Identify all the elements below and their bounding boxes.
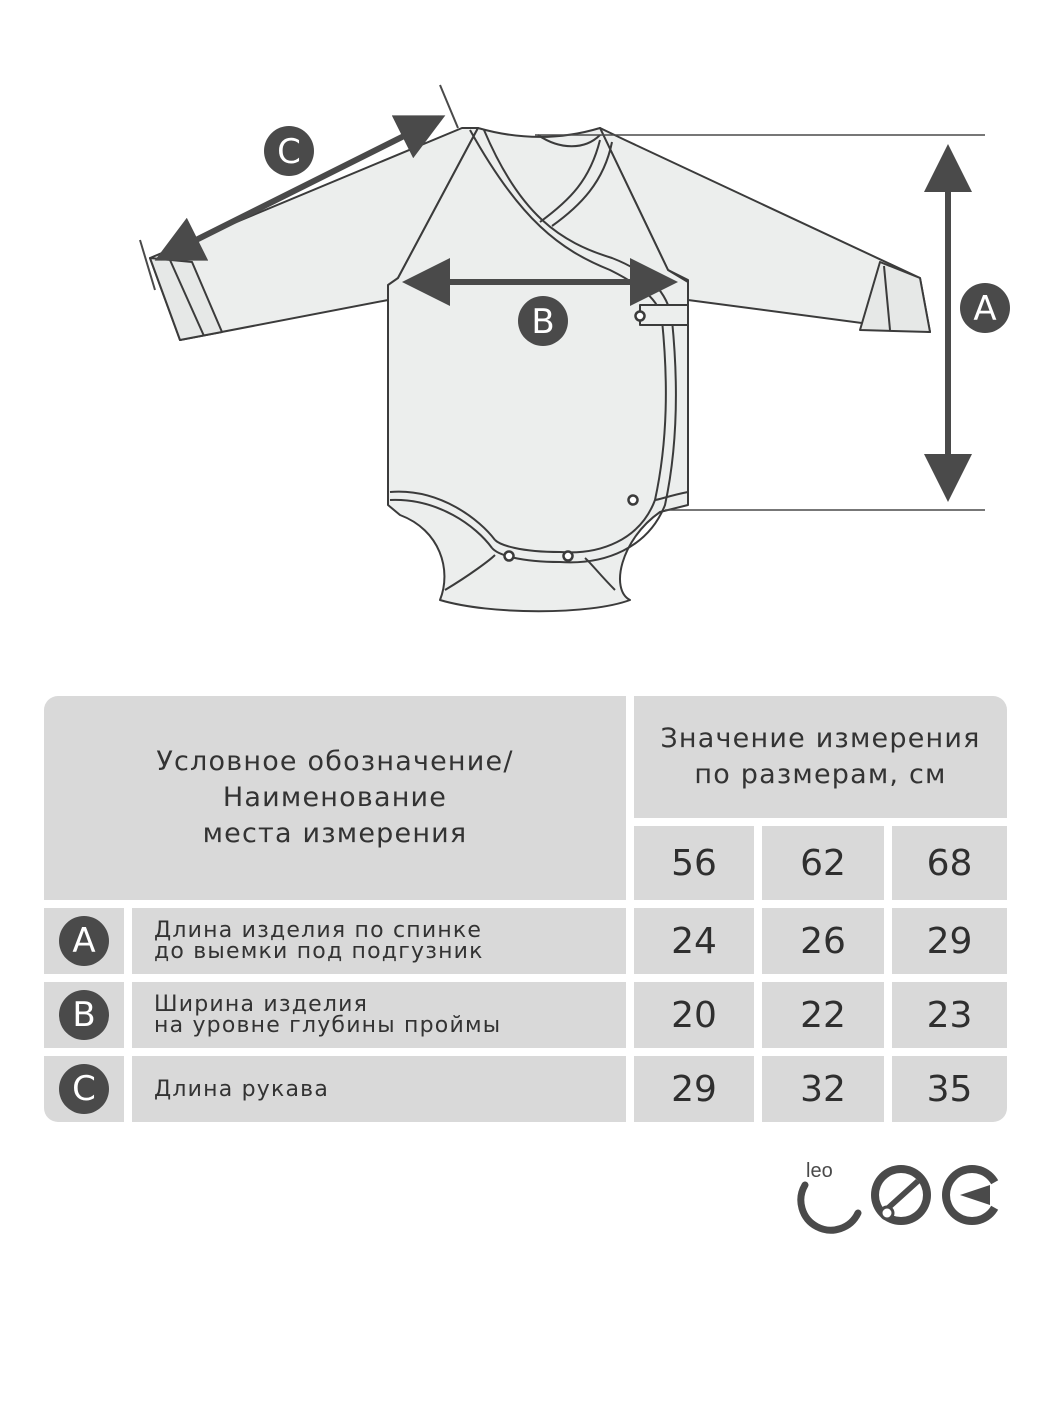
header-line: места измерения xyxy=(202,818,468,849)
row-b-value-62: 22 xyxy=(762,982,884,1048)
row-b-marker xyxy=(44,982,124,1048)
row-b-value-68: 23 xyxy=(892,982,1007,1048)
row-b-description xyxy=(132,982,626,1048)
brand-logo xyxy=(790,1155,1015,1235)
size-header-68: 68 xyxy=(892,826,1007,900)
row-a-value-68: 29 xyxy=(892,908,1007,974)
description-line: Длина рукава xyxy=(154,1076,330,1102)
snap-button xyxy=(636,312,645,321)
header-line: Наименование xyxy=(222,782,448,813)
header-line: по размерам, см xyxy=(694,759,947,790)
header-line: Значение измерения xyxy=(660,723,981,754)
size-header-56: 56 xyxy=(634,826,754,900)
row-c-marker xyxy=(44,1056,124,1122)
svg-text:C: C xyxy=(277,132,301,172)
marker-b xyxy=(518,296,568,346)
svg-text:A: A xyxy=(973,289,997,329)
bodysuit-outline xyxy=(150,128,930,611)
size-header-62: 62 xyxy=(762,826,884,900)
row-a-marker xyxy=(44,908,124,974)
row-c-description xyxy=(132,1056,626,1122)
marker-a xyxy=(960,283,1010,333)
snap-button xyxy=(505,552,514,561)
description-line: до выемки под подгузник xyxy=(154,939,484,964)
row-a-value-56: 24 xyxy=(634,908,754,974)
description-line: Длина изделия по спинке xyxy=(154,918,483,943)
row-a-value-62: 26 xyxy=(762,908,884,974)
row-c-value-56: 29 xyxy=(634,1056,754,1122)
bodysuit-diagram xyxy=(0,0,1049,640)
row-c-value-68: 35 xyxy=(892,1056,1007,1122)
snap-button xyxy=(564,552,573,561)
marker-badge: A xyxy=(59,916,109,966)
svg-text:B: B xyxy=(531,302,555,342)
row-b-value-56: 20 xyxy=(634,982,754,1048)
marker-c xyxy=(264,126,314,176)
marker-badge: C xyxy=(59,1064,109,1114)
row-a-description xyxy=(132,908,626,974)
header-size-values xyxy=(634,696,1007,818)
header-line: Условное обозначение/ xyxy=(156,746,514,777)
svg-text:leo: leo xyxy=(806,1160,833,1182)
header-measurement-name xyxy=(44,696,626,900)
row-c-value-62: 32 xyxy=(762,1056,884,1122)
snap-button xyxy=(629,496,638,505)
description-line: на уровне глубины проймы xyxy=(154,1013,502,1038)
marker-badge: B xyxy=(59,990,109,1040)
description-line: Ширина изделия xyxy=(154,992,369,1017)
